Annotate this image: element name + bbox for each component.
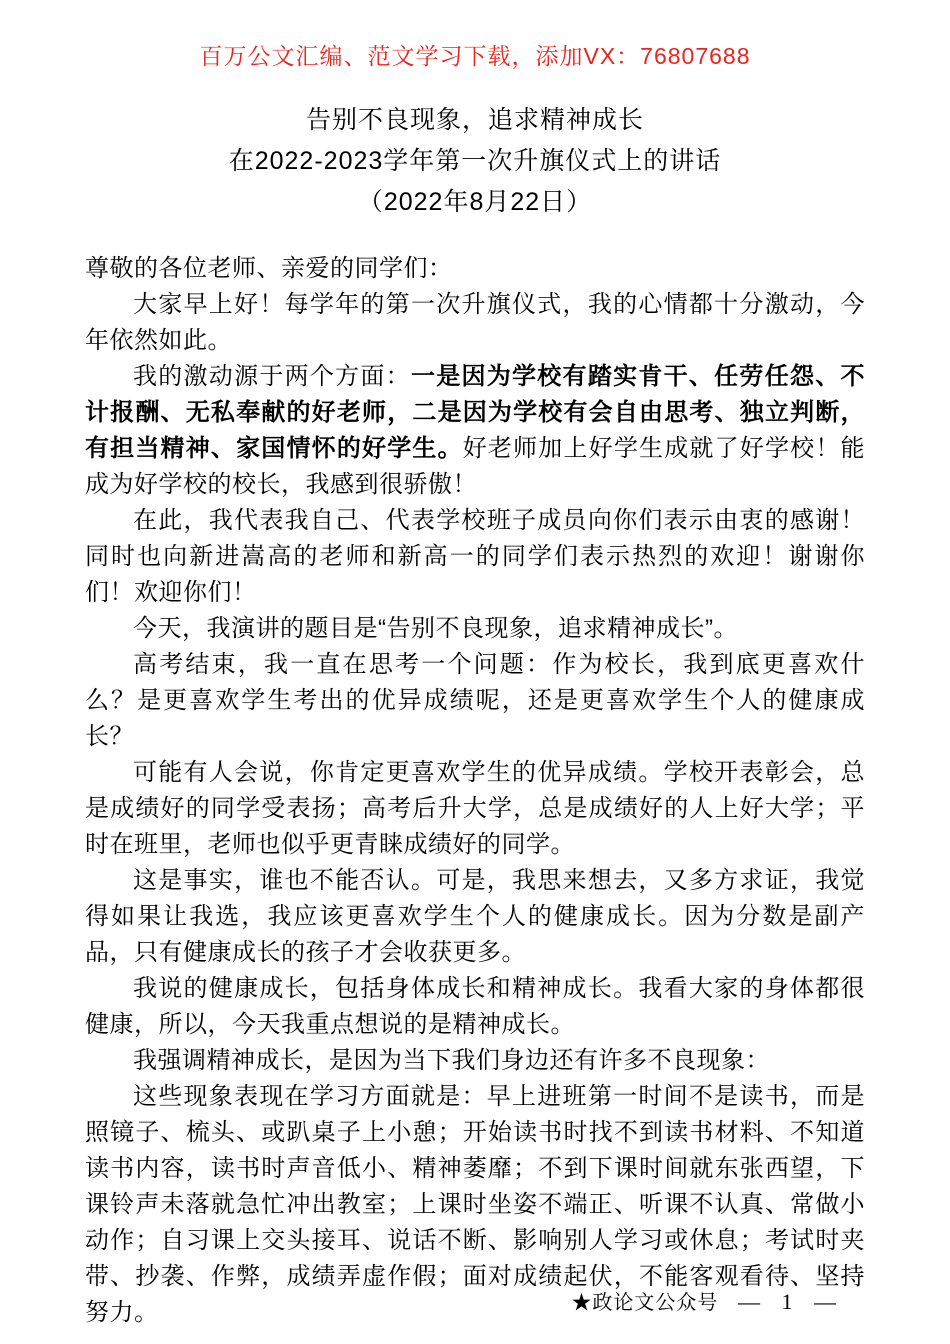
text-segment: 可能有人会说，你肯定更喜欢学生的优异成绩。学校开表彰会，总是成绩好的同学受表扬；高考后升大学，总是成绩好的人上好大学；平时在班里，老师也似乎更青睐成绩好的同学。 bbox=[85, 759, 865, 858]
footer-source: ★政论文公众号 bbox=[571, 1292, 719, 1314]
text-segment: 高考结束，我一直在思考一个问题：作为校长，我到底更喜欢什么？是更喜欢学生考出的优异成绩呢，还是更喜欢学生个人的健康成长？ bbox=[85, 651, 865, 750]
doc-date: （2022年8月22日） bbox=[357, 188, 593, 216]
paragraph bbox=[85, 287, 865, 359]
text-segment: 一是因为学校有踏实肯干、任劳任怨、不计报酬、无私奉献的好老师，二是因为学校有会自由思考、独立判断，有担当精神、家国情怀的好学生。 bbox=[85, 363, 866, 462]
header-notice: 百万公文汇编、范文学习下载，添加VX：76807688 bbox=[199, 43, 751, 69]
text-segment: 这是事实，谁也不能否认。可是，我思来想去，又多方求证，我觉得如果让我选，我应该更喜欢学生个人的健康成长。因为分数是副产品，只有健康成长的孩子才会收获更多。 bbox=[85, 867, 865, 966]
text-segment: 我强调精神成长，是因为当下我们身边还有许多不良现象： bbox=[133, 1047, 770, 1074]
text-segment: 尊敬的各位老师、亲爱的同学们： bbox=[85, 255, 453, 282]
paragraph bbox=[85, 971, 865, 1043]
text-segment: 我的激动源于两个方面： bbox=[133, 363, 411, 390]
paragraph bbox=[85, 251, 865, 287]
title-block bbox=[0, 100, 950, 223]
page-number: — 1 — bbox=[738, 1289, 838, 1314]
text-segment: 在此，我代表我自己、代表学校班子成员向你们表示由衷的感谢！同时也向新进嵩高的老师和新高一的同学们表示热烈的欢迎！谢谢你们！欢迎你们！ bbox=[85, 507, 865, 606]
paragraph bbox=[85, 647, 865, 755]
paragraph bbox=[85, 755, 865, 863]
text-segment: 好老师加上好学生成就了好学校！能成为好学校的校长，我感到很骄傲！ bbox=[85, 435, 865, 498]
text-segment: 大家早上好！每学年的第一次升旗仪式，我的心情都十分激动，今年依然如此。 bbox=[85, 291, 865, 354]
text-segment: 我说的健康成长，包括身体成长和精神成长。我看大家的身体都很健康，所以，今天我重点想说的是精神成长。 bbox=[85, 975, 865, 1038]
paragraph bbox=[85, 863, 865, 971]
paragraph bbox=[85, 611, 865, 647]
paragraph bbox=[85, 503, 865, 611]
doc-title: 告别不良现象，追求精神成长 bbox=[305, 106, 644, 134]
page-footer bbox=[571, 1288, 838, 1316]
text-segment: 今天，我演讲的题目是“告别不良现象，追求精神成长”。 bbox=[133, 615, 738, 642]
document-body bbox=[85, 251, 865, 1331]
paragraph bbox=[85, 359, 865, 503]
text-segment: 这些现象表现在学习方面就是：早上进班第一时间不是读书，而是照镜子、梳头、或趴桌子上小憩；开始读书时找不到读书材料、不知道读书内容，读书时声音低小、精神萎靡；不到下课时间就东张西望，下课铃声未落就急忙冲出教室；上课时坐姿不端正、听课不认真、常做小动作；自习课上交头接耳、说话不断、影响别人学习或休息；考试时夹带、抄袭、作弊，成绩弄虚作假；面对成绩起伏，不能客观看待、坚持努力。 bbox=[85, 1083, 865, 1326]
doc-subtitle: 在2022-2023学年第一次升旗仪式上的讲话 bbox=[228, 147, 722, 175]
paragraph bbox=[85, 1043, 865, 1079]
